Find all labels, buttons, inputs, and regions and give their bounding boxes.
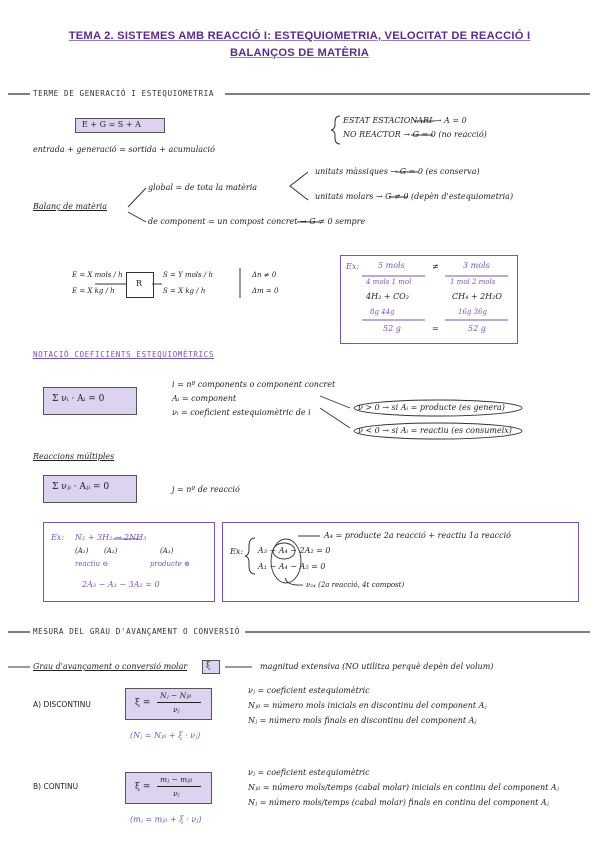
xi-symbol: ξ	[206, 661, 211, 670]
discontinuous-derived: (Nⱼ = Nⱼ₀ + ξ · νⱼ)	[130, 731, 201, 740]
continuous-formula-lhs: ξ =	[135, 782, 151, 792]
section-header-notation: NOTACIÓ COEFICIENTS ESTEQUIOMÈTRICS	[33, 350, 215, 359]
discontinuous-formula-numerator: Nⱼ − Nⱼ₀	[160, 691, 192, 700]
balance-equation-description: entrada + generació = sortida + acumulació	[33, 145, 215, 154]
conversion-intro: Grau d'avançament o conversió molar	[33, 662, 188, 671]
sign-positive: ν > 0 → si Aᵢ = producte (es genera)	[358, 403, 505, 412]
reactor-delta-m: Δm = 0	[252, 287, 279, 295]
example-left-masses: 8g 44g	[370, 308, 395, 316]
discontinuous-formula-lhs: ξ =	[135, 698, 151, 708]
continuous-label: B) CONTINU	[33, 782, 79, 791]
discontinuous-formula-denominator: νⱼ	[173, 705, 180, 714]
reactor-input-mass: E = X kg / h	[72, 287, 115, 295]
sign-negative: ν < 0 → si Aᵢ = reactiu (es consumeix)	[358, 426, 512, 435]
sum-formula: Σ νᵢ · Aᵢ = 0	[52, 394, 105, 404]
global-balance: global = de tota la matèria	[148, 183, 258, 192]
reactor-output-moles: S = Y mols / h	[163, 271, 213, 279]
ex2-eq1: A₃ − A₄ − 2A₂ = 0	[258, 546, 331, 555]
ex1-a2: (A₂)	[104, 547, 118, 555]
page-title: TEMA 2. SISTEMES AMB REACCIÓ I: ESTEQUIOMETRIA, VELOCITAT DE REACCIÓ I	[68, 30, 531, 42]
mass-units: unitats màssiques → G = 0 (es conserva)	[315, 167, 480, 176]
ex1-result: 2A₃ − A₁ − 3A₂ = 0	[82, 580, 160, 589]
def-coefficient: νᵢ = coeficient estequiomètric de i	[172, 408, 311, 417]
ex1-a1: (A₁)	[75, 547, 89, 555]
continuous-formula-numerator: mⱼ − mⱼ₀	[160, 775, 193, 784]
example-right-total-mass: 52 g	[468, 324, 486, 333]
continuous-derived: (mⱼ = mⱼ₀ + ξ · νⱼ)	[130, 815, 202, 824]
reactor-delta-n: Δn ≠ 0	[252, 271, 277, 279]
multi-def-j: j = nº de reacció	[172, 485, 240, 494]
reactor-label: R	[136, 279, 143, 288]
continuous-fraction-bar	[157, 786, 201, 787]
multiple-reactions-label: Reaccions múltiples	[33, 452, 115, 461]
example-right-moles: 1 mol 2 mols	[450, 278, 496, 286]
continuous-def-2: Nⱼ₀ = número mols/temps (cabal molar) inicials en continu del component Aⱼ	[248, 783, 559, 792]
molar-units: unitats molars → G ≠ 0 (depèn d'estequiometria)	[315, 192, 514, 201]
state-stationary: ESTAT ESTACIONARI → A = 0	[343, 116, 467, 125]
discontinuous-def-3: Nⱼ = número mols finals en discontinu del component Aⱼ	[248, 716, 477, 725]
continuous-def-3: Nⱼ = número mols/temps (cabal molar) finals en continu del component Aⱼ	[248, 798, 549, 807]
ex2-label: Ex:	[230, 547, 244, 556]
ex1-product-note: producte ⊕	[150, 560, 190, 568]
conversion-intro-desc: magnitud extensiva (NO utilitza perquè depèn del volum)	[260, 662, 494, 671]
continuous-formula-denominator: νⱼ	[173, 789, 180, 798]
discontinuous-label: A) DISCONTINU	[33, 700, 91, 709]
ex2-note: A₄ = producte 2a reacció + reactiu 1a reacció	[324, 531, 511, 540]
ex1-label: Ex:	[51, 533, 65, 542]
xi-box	[202, 660, 220, 674]
discontinuous-def-1: νⱼ = coeficient estequiomètric	[248, 686, 370, 695]
example-left-total-moles: 5 mols	[378, 261, 405, 270]
reactor-output-mass: S = X kg / h	[163, 287, 206, 295]
ex2-eq2: A₁ − A₄ − A₅ = 0	[258, 562, 326, 571]
reactor-input-moles: E = X mols / h	[72, 271, 123, 279]
def-component: Aᵢ = component	[172, 394, 237, 403]
example-equals: =	[432, 324, 439, 333]
ex1-reaction: N₂ + 3H₂ → 2NH₃	[75, 533, 147, 542]
example-products: CH₄ + 2H₂O	[452, 292, 502, 301]
balance-equation: E + G = S + A	[82, 120, 141, 129]
ex1-reactant-note: reactiu ⊖	[75, 560, 109, 568]
example-label: Ex:	[346, 262, 360, 271]
section-header-conversion: MESURA DEL GRAU D'AVANÇAMENT O CONVERSIÓ	[33, 627, 240, 636]
ex1-a3: (A₃)	[160, 547, 174, 555]
example-left-moles: 4 mols 1 mol	[366, 278, 412, 286]
ex2-note2: ν₂₄ (2a reacció, 4t compost)	[306, 581, 405, 589]
section-header-generation: TERME DE GENERACIÓ I ESTEQUIOMETRIA	[33, 89, 215, 98]
discontinuous-def-2: Nⱼ₀ = número mols inicials en discontinu del component Aⱼ	[248, 701, 487, 710]
page-title-line2: BALANÇOS DE MATÈRIA	[229, 47, 370, 59]
discontinuous-fraction-bar	[157, 702, 201, 703]
component-balance: de component = un compost concret → G ≠ 0 sempre	[148, 217, 366, 226]
multi-formula: Σ νⱼᵢ · Aⱼᵢ = 0	[52, 482, 110, 492]
example-right-total-moles: 3 mols	[463, 261, 490, 270]
def-i: i = nº components o component concret	[172, 380, 336, 389]
example-left-total-mass: 52 g	[383, 324, 401, 333]
example-reactants: 4H₂ + CO₂	[366, 292, 409, 301]
example-not-equal: ≠	[432, 262, 439, 271]
state-no-reactor: NO REACTOR → G = 0 (no reacció)	[343, 130, 487, 139]
balance-label: Balanç de matèria	[33, 202, 108, 211]
continuous-def-1: νⱼ = coeficient estequiomètric	[248, 768, 370, 777]
example-right-masses: 16g 36g	[458, 308, 488, 316]
